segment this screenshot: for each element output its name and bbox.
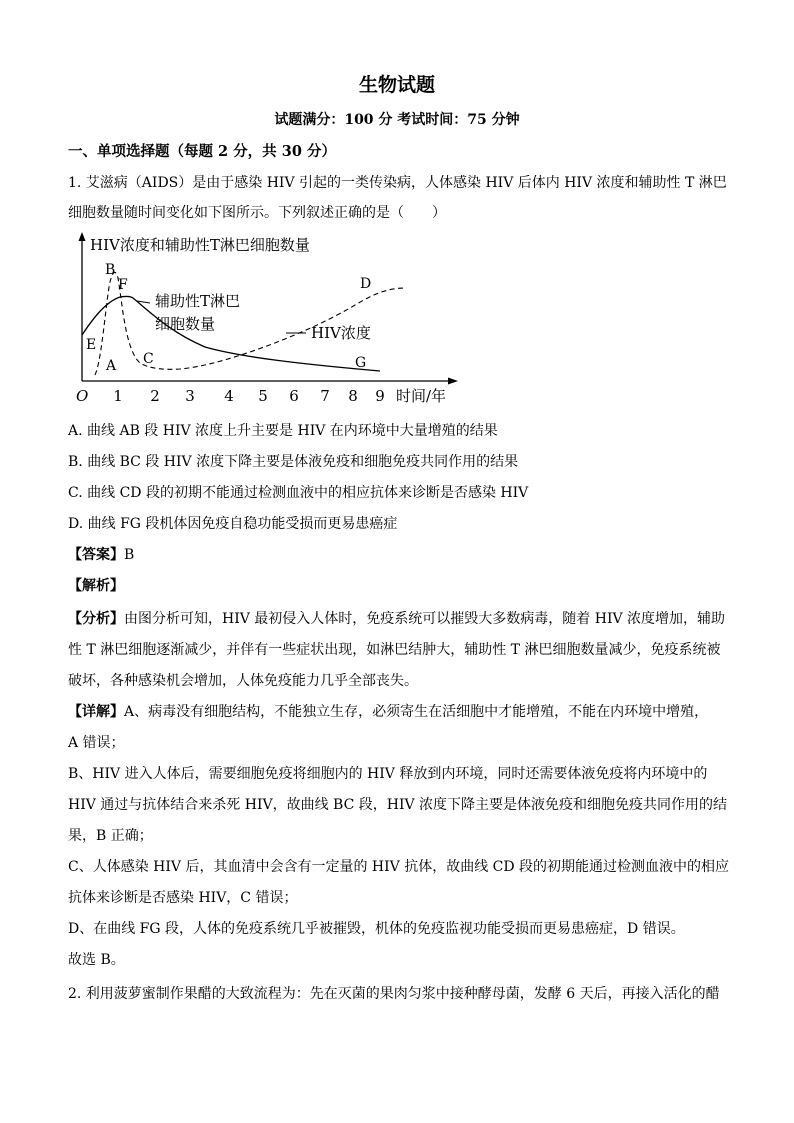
x-tick-label: 8 (348, 387, 358, 405)
answer-value: B (124, 547, 135, 563)
q1-stem-line1: 1. 艾滋病（AIDS）是由于感染 HIV 引起的一类传染病，人体感染 HIV 后体内 HIV 浓度和辅助性 T 淋巴 (68, 175, 727, 191)
x-axis-title: 时间/年 (396, 387, 447, 405)
x-tick-label: 6 (289, 387, 299, 405)
xj-b-line1: B、HIV 进入人体后，需要细胞免疫将细胞内的 HIV 释放到内环境，同时还需要体液免疫将内环境中的 (68, 766, 708, 782)
xj-c-line1: C、人体感染 HIV 后，其血清中会含有一定量的 HIV 抗体，故曲线 CD 段的初期能通过检测血液中的相应 (68, 859, 730, 875)
point-label-g: G (355, 355, 367, 371)
xj-b-line2: HIV 通过与抗体结合来杀死 HIV，故曲线 BC 段，HIV 浓度下降主要是体液免疫和细胞免疫共同作用的结 (68, 797, 728, 813)
answer-tag: 【答案】 (68, 547, 124, 563)
conclusion: 故选 B。 (68, 952, 125, 968)
x-tick-label: 3 (185, 387, 195, 405)
x-tick-label: 5 (258, 387, 268, 405)
xj-d-line1: D、在曲线 FG 段，人体的免疫系统几乎被摧毁，机体的免疫监视功能受损而更易患癌症，D 错误。 (68, 921, 685, 937)
xj-a-text-1: A、病毒没有细胞结构，不能独立生存，必须寄生在活细胞中才能增殖，不能在内环境中增殖， (124, 704, 709, 720)
q2-stem-line1: 2. 利用菠萝蜜制作果醋的大致流程为：先在灭菌的果肉匀浆中接种酵母菌，发酵 6 天后，再接入活化的醋 (68, 986, 720, 1002)
xj-c-line2: 抗体来诊断是否感染 HIV，C 错误； (68, 890, 298, 906)
fenxi-line3: 破坏，各种感染机会增加，人体免疫能力几乎全部丧失。 (68, 673, 418, 689)
analysis-label: 【解析】 (68, 578, 124, 594)
xj-a-line2: A 错误； (68, 735, 125, 751)
point-label-f: F (118, 277, 128, 293)
q1-option-b: B. 曲线 BC 段 HIV 浓度下降主要是体液免疫和细胞免疫共同作用的结果 (68, 454, 519, 470)
xiangjie-tag: 【详解】 (68, 704, 124, 720)
x-tick-label: 4 (224, 387, 234, 405)
y-axis-title: HIV浓度和辅助性T淋巴细胞数量 (90, 236, 310, 254)
x-axis-arrow (448, 378, 458, 385)
exam-info: 试题满分：100 分 考试时间：75 分钟 (274, 112, 520, 128)
origin-label: O (76, 387, 89, 405)
answer-line (68, 545, 134, 565)
point-label-c: C (143, 351, 154, 367)
section-heading: 一、单项选择题（每题 2 分，共 30 分） (68, 143, 336, 160)
fenxi-text-1: 由图分析可知，HIV 最初侵入人体时，免疫系统可以摧毁大多数病毒，随着 HIV 浓度增加，辅助 (124, 611, 726, 627)
q1-stem-line2: 细胞数量随时间变化如下图所示。下列叙述正确的是（ ） (68, 205, 446, 221)
q1-option-d: D. 曲线 FG 段机体因免疫自稳功能受损而更易患癌症 (68, 516, 398, 532)
y-axis-arrow (79, 232, 86, 241)
q1-option-a: A. 曲线 AB 段 HIV 浓度上升主要是 HIV 在内环境中大量增殖的结果 (68, 423, 498, 439)
q1-option-c: C. 曲线 CD 段的初期不能通过检测血液中的相应抗体来诊断是否感染 HIV (68, 485, 529, 501)
x-tick-label: 1 (113, 387, 123, 405)
tcell-label-line1: 辅助性T淋巴 (155, 292, 241, 310)
tcell-label-line2: 细胞数量 (155, 315, 216, 333)
x-tick-label: 9 (375, 387, 385, 405)
point-label-b: B (105, 262, 116, 278)
x-tick-label: 7 (320, 387, 330, 405)
fenxi-tag: 【分析】 (68, 611, 124, 627)
hiv-label: HIV浓度 (311, 324, 371, 342)
xj-b-line3: 果，B 正确； (68, 828, 153, 844)
x-tick-label: 2 (150, 387, 160, 405)
point-label-d: D (360, 276, 372, 292)
hiv-tcell-figure (70, 230, 470, 410)
point-label-a: A (106, 358, 117, 374)
xiangjie-line1 (68, 702, 708, 722)
point-label-e: E (86, 337, 97, 353)
page-title: 生物试题 (358, 74, 435, 96)
fenxi-line2: 性 T 淋巴细胞逐渐减少，并伴有一些症状出现，如淋巴结肿大，辅助性 T 淋巴细胞数量减少，免疫系统被 (68, 642, 721, 658)
analysis-tag (68, 576, 124, 596)
fenxi-line1 (68, 609, 725, 629)
